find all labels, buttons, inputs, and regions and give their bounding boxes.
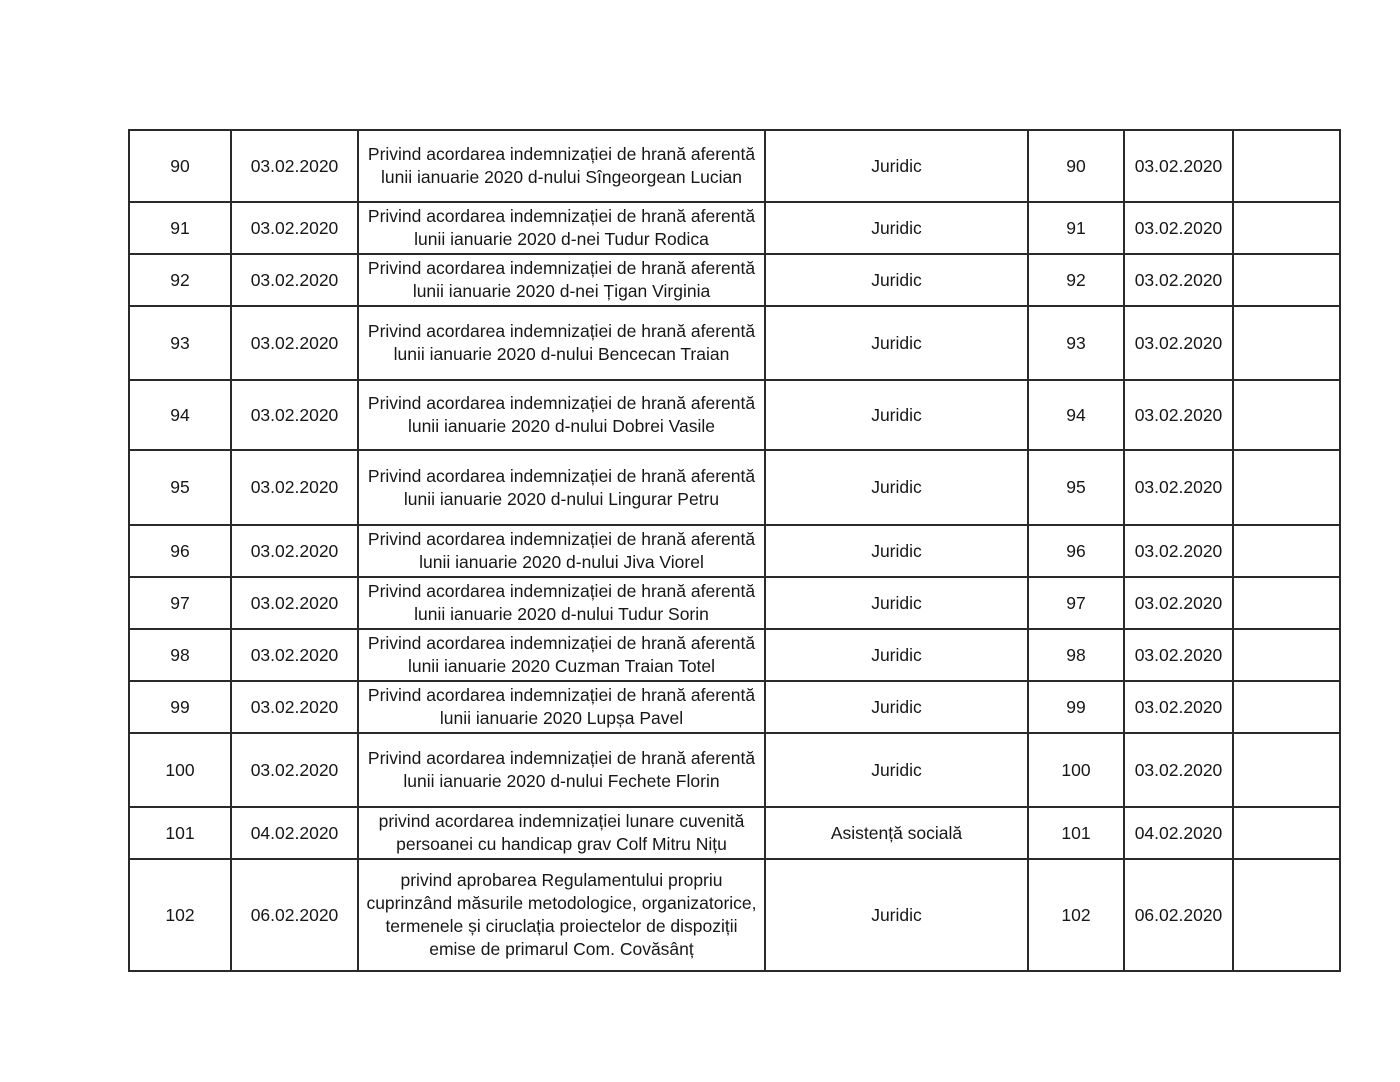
cell-department: Juridic [765, 450, 1028, 525]
cell-description: Privind acordarea indemnizației de hrană aferentă lunii ianuarie 2020 d-nei Țigan Virginia [358, 254, 765, 306]
cell-nr2: 94 [1028, 380, 1124, 450]
table-row [129, 306, 1340, 380]
table-row [129, 130, 1340, 202]
cell-description: Privind acordarea indemnizației de hrană aferentă lunii ianuarie 2020 d-nului Lingurar Petru [358, 450, 765, 525]
cell-note [1233, 859, 1340, 971]
cell-date2: 03.02.2020 [1124, 202, 1233, 254]
cell-nr: 90 [129, 130, 231, 202]
cell-nr2: 95 [1028, 450, 1124, 525]
cell-date2: 04.02.2020 [1124, 807, 1233, 859]
cell-department: Juridic [765, 254, 1028, 306]
cell-date2: 03.02.2020 [1124, 450, 1233, 525]
cell-department: Juridic [765, 577, 1028, 629]
cell-department: Juridic [765, 525, 1028, 577]
cell-nr2: 93 [1028, 306, 1124, 380]
cell-nr: 98 [129, 629, 231, 681]
cell-description: Privind acordarea indemnizației de hrană aferentă lunii ianuarie 2020 d-nului Tudur Sorin [358, 577, 765, 629]
cell-date: 04.02.2020 [231, 807, 358, 859]
registry-table-body [129, 130, 1340, 971]
cell-department: Juridic [765, 202, 1028, 254]
cell-note [1233, 577, 1340, 629]
cell-date2: 03.02.2020 [1124, 629, 1233, 681]
cell-note [1233, 525, 1340, 577]
cell-note [1233, 380, 1340, 450]
cell-date: 03.02.2020 [231, 254, 358, 306]
cell-note [1233, 130, 1340, 202]
table-row [129, 859, 1340, 971]
cell-nr: 91 [129, 202, 231, 254]
cell-note [1233, 254, 1340, 306]
cell-nr: 96 [129, 525, 231, 577]
cell-nr2: 91 [1028, 202, 1124, 254]
cell-date2: 03.02.2020 [1124, 577, 1233, 629]
cell-note [1233, 306, 1340, 380]
cell-department: Juridic [765, 380, 1028, 450]
cell-nr2: 99 [1028, 681, 1124, 733]
cell-date: 03.02.2020 [231, 577, 358, 629]
cell-note [1233, 450, 1340, 525]
cell-note [1233, 807, 1340, 859]
cell-department: Juridic [765, 681, 1028, 733]
table-row [129, 807, 1340, 859]
table-row [129, 450, 1340, 525]
cell-nr: 99 [129, 681, 231, 733]
table-row [129, 681, 1340, 733]
cell-date2: 03.02.2020 [1124, 681, 1233, 733]
cell-nr2: 92 [1028, 254, 1124, 306]
table-row [129, 202, 1340, 254]
cell-description: Privind acordarea indemnizației de hrană aferentă lunii ianuarie 2020 d-nului Bencecan Traian [358, 306, 765, 380]
cell-date2: 03.02.2020 [1124, 380, 1233, 450]
cell-description: Privind acordarea indemnizației de hrană aferentă lunii ianuarie 2020 d-nului Jiva Viorel [358, 525, 765, 577]
table-row [129, 629, 1340, 681]
cell-date2: 06.02.2020 [1124, 859, 1233, 971]
cell-date2: 03.02.2020 [1124, 254, 1233, 306]
cell-date: 03.02.2020 [231, 450, 358, 525]
cell-note [1233, 202, 1340, 254]
cell-department: Asistență socială [765, 807, 1028, 859]
cell-date: 03.02.2020 [231, 629, 358, 681]
cell-nr2: 90 [1028, 130, 1124, 202]
table-row [129, 577, 1340, 629]
cell-nr2: 101 [1028, 807, 1124, 859]
cell-description: Privind acordarea indemnizației de hrană aferentă lunii ianuarie 2020 d-nului Dobrei Vasile [358, 380, 765, 450]
cell-date: 03.02.2020 [231, 733, 358, 807]
cell-date2: 03.02.2020 [1124, 525, 1233, 577]
cell-date2: 03.02.2020 [1124, 733, 1233, 807]
cell-note [1233, 733, 1340, 807]
dispositions-registry-table [128, 129, 1341, 972]
cell-description: privind acordarea indemnizației lunare cuvenită persoanei cu handicap grav Colf Mitru Nițu [358, 807, 765, 859]
cell-note [1233, 629, 1340, 681]
cell-department: Juridic [765, 306, 1028, 380]
table-row [129, 733, 1340, 807]
table-row [129, 380, 1340, 450]
cell-date: 03.02.2020 [231, 202, 358, 254]
cell-nr2: 96 [1028, 525, 1124, 577]
cell-nr: 100 [129, 733, 231, 807]
cell-nr: 92 [129, 254, 231, 306]
cell-department: Juridic [765, 859, 1028, 971]
cell-description: Privind acordarea indemnizației de hrană aferentă lunii ianuarie 2020 Lupșa Pavel [358, 681, 765, 733]
cell-description: Privind acordarea indemnizației de hrană aferentă lunii ianuarie 2020 d-nului Sîngeorgean Lucian [358, 130, 765, 202]
cell-nr: 94 [129, 380, 231, 450]
cell-date: 03.02.2020 [231, 525, 358, 577]
cell-nr: 93 [129, 306, 231, 380]
cell-nr2: 98 [1028, 629, 1124, 681]
cell-nr: 97 [129, 577, 231, 629]
cell-nr: 102 [129, 859, 231, 971]
cell-date: 06.02.2020 [231, 859, 358, 971]
cell-description: Privind acordarea indemnizației de hrană aferentă lunii ianuarie 2020 d-nei Tudur Rodica [358, 202, 765, 254]
table-row [129, 254, 1340, 306]
cell-nr2: 97 [1028, 577, 1124, 629]
cell-description: privind aprobarea Regulamentului propriu cuprinzând măsurile metodologice, organizatorice, termenele și ciruclația proiectelor de dispoziții emise de primarul Com. Covăsânț [358, 859, 765, 971]
cell-date2: 03.02.2020 [1124, 130, 1233, 202]
cell-note [1233, 681, 1340, 733]
cell-department: Juridic [765, 733, 1028, 807]
table-row [129, 525, 1340, 577]
cell-date: 03.02.2020 [231, 130, 358, 202]
cell-nr2: 100 [1028, 733, 1124, 807]
cell-date: 03.02.2020 [231, 681, 358, 733]
cell-nr: 101 [129, 807, 231, 859]
cell-department: Juridic [765, 629, 1028, 681]
cell-description: Privind acordarea indemnizației de hrană aferentă lunii ianuarie 2020 d-nului Fechete Florin [358, 733, 765, 807]
cell-date: 03.02.2020 [231, 306, 358, 380]
cell-department: Juridic [765, 130, 1028, 202]
cell-date: 03.02.2020 [231, 380, 358, 450]
cell-nr: 95 [129, 450, 231, 525]
cell-description: Privind acordarea indemnizației de hrană aferentă lunii ianuarie 2020 Cuzman Traian Totel [358, 629, 765, 681]
cell-nr2: 102 [1028, 859, 1124, 971]
cell-date2: 03.02.2020 [1124, 306, 1233, 380]
